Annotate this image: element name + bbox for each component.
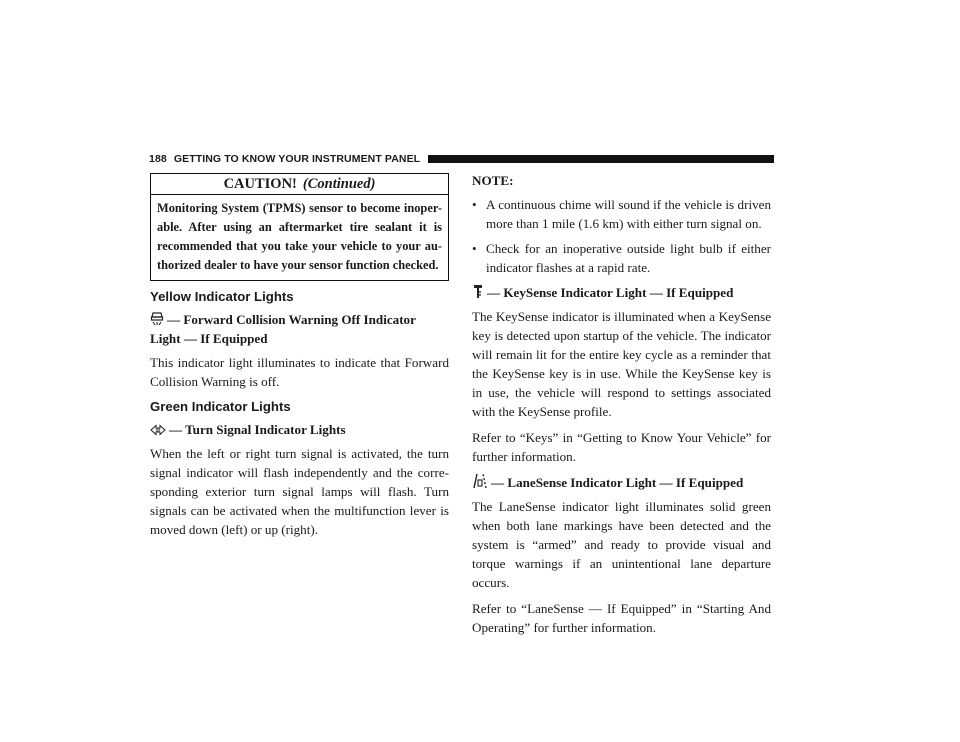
note-list: [472, 195, 771, 277]
right-column: [472, 171, 771, 644]
lanesense-text: The LaneSense indicator light illuminates solid green when both lane markings have been detected and the system is “armed” and ready to provide visual and torque warnings if an unintentional lane departure occurs.: [472, 499, 771, 590]
lanesense-refer: Refer to “LaneSense — If Equipped” in “Starting And Operating” for further information.: [472, 601, 771, 635]
turn-signal-subheading: [150, 420, 449, 439]
keysense-subheading: [472, 283, 771, 302]
caution-title: CAUTION!: [223, 176, 297, 192]
lanesense-icon: [472, 473, 488, 489]
lanesense-title: — LaneSense Indicator Light — If Equipped: [491, 475, 744, 490]
yellow-lights-heading: Yellow Indicator Lights: [150, 289, 294, 304]
keysense-text: The KeySense indicator is illuminated when a KeySense key is detected upon startup of the vehicle. The indicator will remain lit for the entire key cycle as a reminder that the KeySense key is in use. While the KeySense key is in use, the vehicle will respond to settings associated with the KeySense profile.: [472, 309, 771, 419]
lanesense-subheading: [472, 473, 771, 492]
header-rule: [428, 155, 774, 163]
caution-continued: (Continued): [302, 176, 376, 192]
turn-signal-title: — Turn Signal Indicator Lights: [169, 422, 346, 437]
section-title: GETTING TO KNOW YOUR INSTRUMENT PANEL: [173, 153, 421, 165]
forward-collision-warning-off-icon: [150, 310, 164, 326]
page-number: 188: [149, 153, 167, 165]
list-item: • Check for an inoperative outside light bulb if either indicator flashes at a rapid rate.: [472, 241, 771, 275]
fcw-title: — Forward Collision Warning Off Indicator Light — If Equipped: [150, 312, 416, 346]
bullet-icon: •: [472, 241, 477, 256]
caution-text: Monitoring System (TPMS) sensor to become inoper-able. After using an aftermarket tire sealant it is recommended that you take your vehicle to your au-thorized dealer to have your sensor function checked.: [157, 201, 442, 272]
keysense-title: — KeySense Indicator Light — If Equipped: [487, 285, 734, 300]
keysense-refer: Refer to “Keys” in “Getting to Know Your Vehicle” for further information.: [472, 430, 771, 464]
caution-box: [150, 173, 449, 281]
bullet-icon: •: [472, 197, 477, 212]
list-item: • A continuous chime will sound if the vehicle is driven more than 1 mile (1.6 km) with either turn signal on.: [472, 197, 771, 231]
page-header: [149, 152, 774, 166]
keysense-key-icon: [472, 283, 484, 299]
left-column: [150, 171, 449, 546]
caution-header: [151, 174, 448, 195]
fcw-text: This indicator light illuminates to indicate that Forward Collision Warning is off.: [150, 355, 449, 389]
green-lights-heading: Green Indicator Lights: [150, 399, 291, 414]
turn-signal-arrows-icon: [150, 424, 166, 436]
note-label: NOTE:: [472, 173, 514, 188]
fcw-subheading: [150, 310, 449, 348]
turn-signal-text: When the left or right turn signal is activated, the turn signal indicator will flash independently and the corre-sponding exterior turn signal lamps will flash. Turn signals can be activated when the multifunction lever is moved down (left) or up (right).: [150, 446, 449, 537]
